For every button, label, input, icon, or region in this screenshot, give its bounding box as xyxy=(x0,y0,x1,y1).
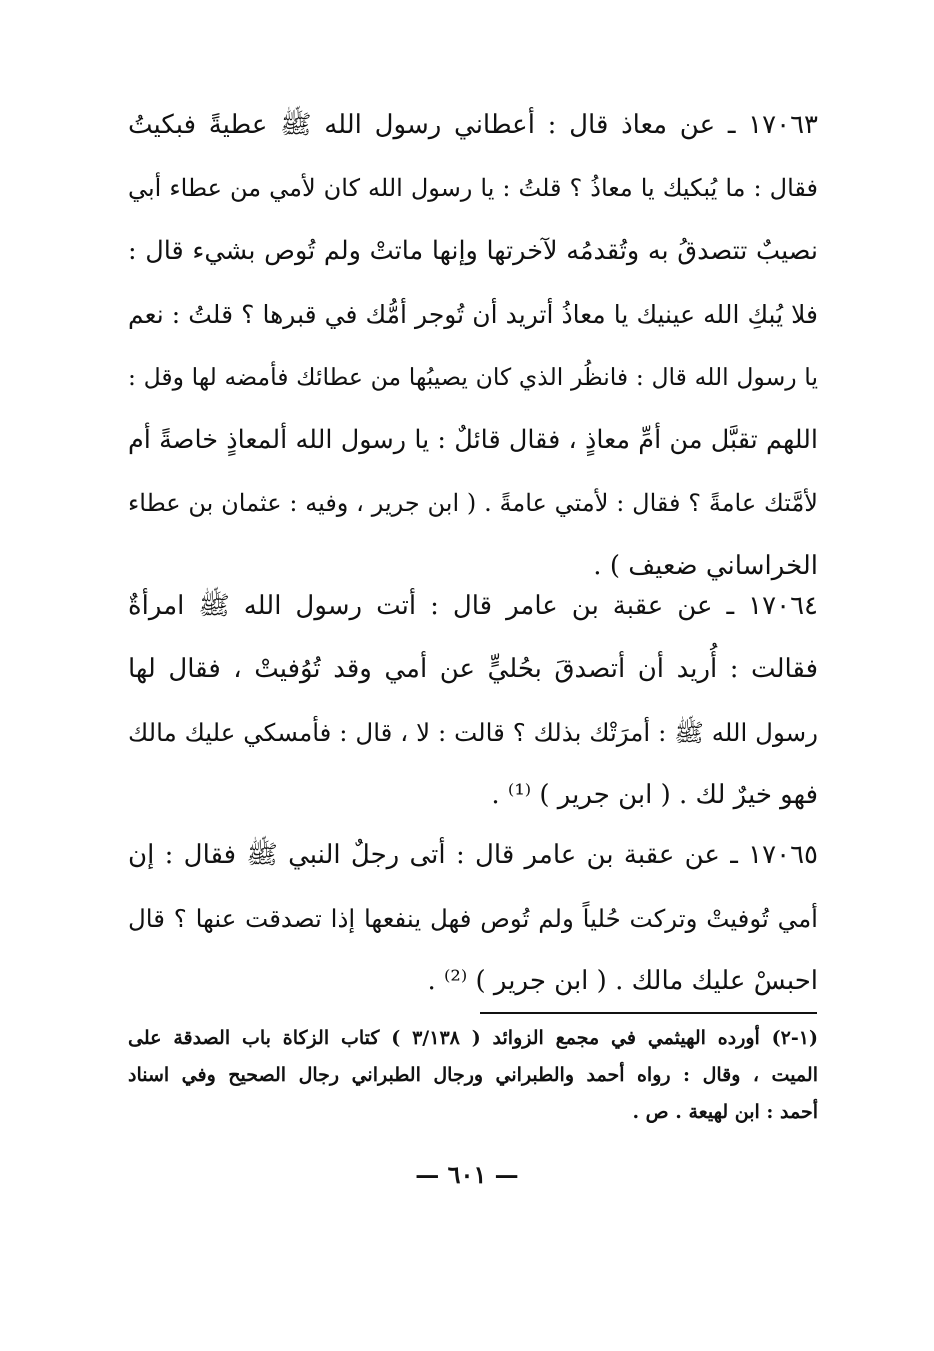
footnote-line: (١-٢) أورده الهيثمي في مجمع الزوائد ( ٣/١٣٨ ) كتاب الزكاة باب الصدقة على xyxy=(128,1027,818,1049)
text-line: فقالت : أُريد أن أتصدقَ بحُليٍّ عن أمي وقد تُوُفيتْ ، فقال لها xyxy=(128,654,818,684)
hadith-17065 xyxy=(128,824,818,1013)
footnotes xyxy=(128,1020,818,1131)
footnote-line: الميت ، وقال : رواه أحمد والطبراني ورجال الطبراني رجال الصحيح وفي اسناد xyxy=(128,1064,818,1086)
text-line: يا رسول الله قال : فانظُر الذي كان يصيبُها من عطائك فأمضه لها وقل : xyxy=(128,363,818,391)
text-line: رسول الله ﷺ : أمرَتْك بذلك ؟ قالت : لا ، قال : فأمسكي عليك مالك xyxy=(128,718,818,747)
text-line: الخراساني ضعيف ) . xyxy=(593,551,818,581)
text-line: احبسْ عليك مالك . ( ابن جرير ) ⁽²⁾ . xyxy=(427,966,818,996)
footnote-line: أحمد : ابن لهيعة . ص . xyxy=(632,1101,818,1123)
text-line: ١٧٠٦٤ ـ عن عقبة بن عامر قال : أتت رسول الله ﷺ امرأةٌ xyxy=(128,591,818,621)
hadith-17064 xyxy=(128,575,818,827)
text-line: ١٧٠٦٥ ـ عن عقبة بن عامر قال : أتى رجلٌ النبي ﷺ فقال : إن xyxy=(128,840,818,870)
text-line: فهو خيرٌ لك . ( ابن جرير ) ⁽¹⁾ . xyxy=(491,780,818,810)
hadith-17063 xyxy=(128,94,818,598)
text-line: أمي تُوفيتْ وتركت حُلياً ولم تُوص فهل ينفعها إذا تصدقت عنها ؟ قال xyxy=(128,904,818,933)
text-line: نصيبٌ تتصدقُ به وتُقدمُه لآخرتها وإنها ماتتْ ولم تُوص بشيء قال : xyxy=(128,236,818,266)
text-line: فقال : ما يُبكيك يا معاذُ ؟ قلتُ : يا رسول الله كان لأمي من عطاء أبي xyxy=(128,174,818,202)
text-line: لأمَّتك عامةً ؟ فقال : لأمتي عامةً . ( ابن جرير ، وفيه : عثمان بن عطاء xyxy=(128,489,818,517)
text-line: فلا يُبكِ الله عينيك يا معاذُ أتريد أن تُوجر أمُّك في قبرها ؟ قلتُ : نعم xyxy=(128,300,818,329)
text-line: اللهم تقبَّل من أمِّ معاذٍ ، فقال قائلٌ : يا رسول الله ألمعاذٍ خاصةً أم xyxy=(128,425,818,455)
footnote-divider xyxy=(480,1012,817,1014)
page-number: — ٦٠١ — xyxy=(415,1160,519,1189)
text-line: ١٧٠٦٣ ـ عن معاذ قال : أعطاني رسول الله ﷺ عطيةً فبكيتُ xyxy=(128,110,818,140)
